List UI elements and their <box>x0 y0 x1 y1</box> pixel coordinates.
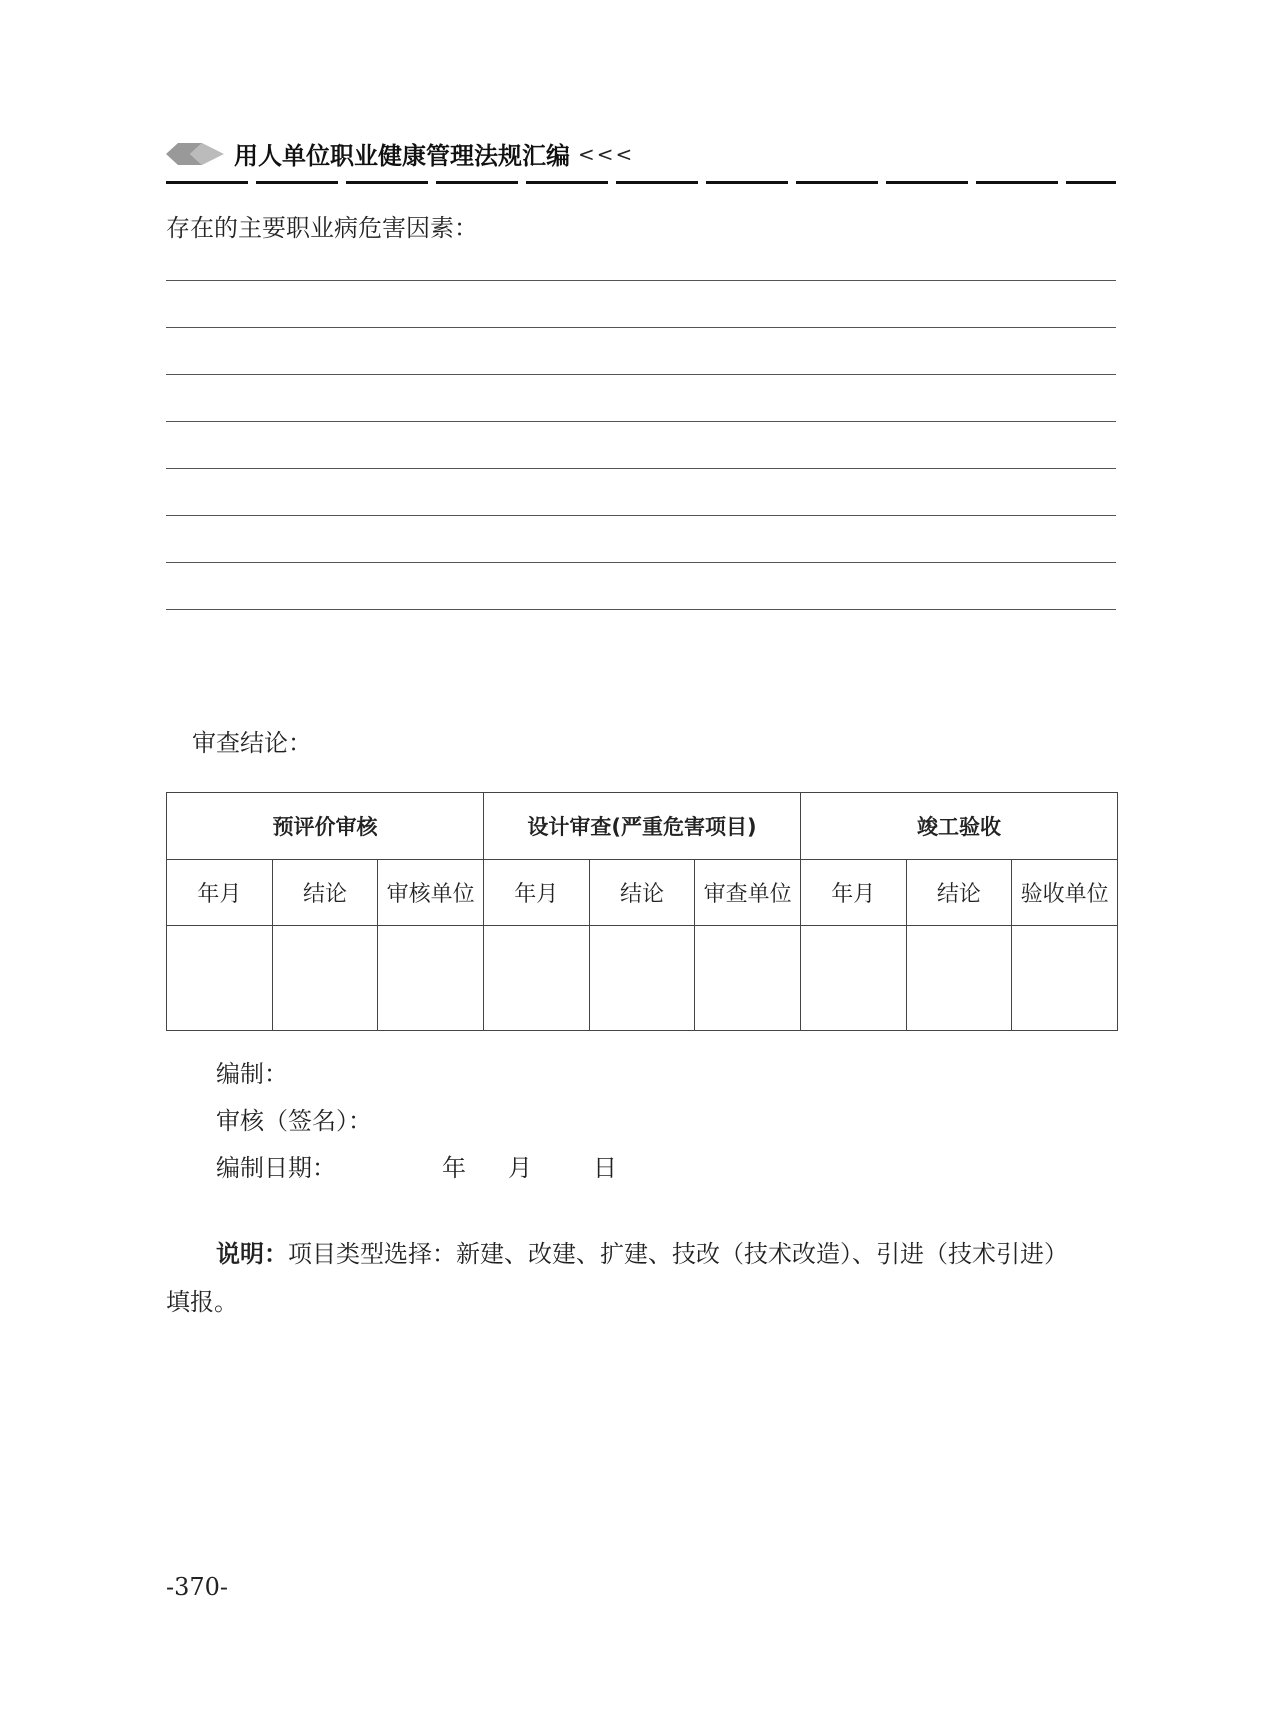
empty-cell <box>906 926 1012 1031</box>
blank-line <box>166 609 1116 610</box>
explanation-note <box>166 1230 1116 1326</box>
compile-date-label: 编制日期： <box>216 1154 336 1182</box>
subheader-cell: 年月 <box>167 860 273 926</box>
empty-cell <box>800 926 906 1031</box>
subheader-cell: 验收单位 <box>1012 860 1118 926</box>
subheader-cell: 审核单位 <box>378 860 484 926</box>
blank-line <box>166 280 1116 281</box>
header-dashed-rule <box>166 181 1116 184</box>
blank-line <box>166 515 1116 516</box>
empty-cell <box>1012 926 1118 1031</box>
blank-line <box>166 562 1116 563</box>
group-completion-acceptance: 竣工验收 <box>800 793 1117 860</box>
review-conclusion-label: 审查结论： <box>192 729 312 757</box>
empty-cell <box>695 926 801 1031</box>
date-day: 日 <box>593 1154 617 1182</box>
running-header <box>166 136 634 171</box>
header-arrows: <<< <box>578 141 635 166</box>
review-table <box>166 792 1118 1031</box>
empty-cell <box>483 926 589 1031</box>
reviewer-signature-label: 审核（签名）： <box>216 1107 372 1135</box>
empty-cell <box>589 926 695 1031</box>
subheader-cell: 年月 <box>483 860 589 926</box>
blank-line <box>166 468 1116 469</box>
table-group-header-row <box>167 793 1118 860</box>
table-subheader-row <box>167 860 1118 926</box>
date-year: 年 <box>442 1154 466 1182</box>
note-text-continued: 填报。 <box>166 1288 238 1316</box>
group-design-review: 设计审查(严重危害项目) <box>483 793 800 860</box>
subheader-cell: 结论 <box>272 860 378 926</box>
table-row <box>167 926 1118 1031</box>
empty-cell <box>167 926 273 1031</box>
blank-line <box>166 327 1116 328</box>
subheader-cell: 结论 <box>906 860 1012 926</box>
hazard-factors-label: 存在的主要职业病危害因素： <box>166 214 478 242</box>
subheader-cell: 结论 <box>589 860 695 926</box>
subheader-cell: 审查单位 <box>695 860 801 926</box>
group-pre-evaluation: 预评价审核 <box>167 793 484 860</box>
empty-cell <box>378 926 484 1031</box>
blank-line <box>166 421 1116 422</box>
compiler-label: 编制： <box>216 1060 288 1088</box>
double-diamond-icon <box>166 143 230 165</box>
note-text: 项目类型选择：新建、改建、扩建、技改（技术改造）、引进（技术引进） <box>288 1240 1068 1268</box>
date-month: 月 <box>508 1154 532 1182</box>
empty-cell <box>272 926 378 1031</box>
blank-line <box>166 374 1116 375</box>
page-number: -370- <box>166 1573 229 1601</box>
note-heading: 说明： <box>216 1239 288 1268</box>
book-title: 用人单位职业健康管理法规汇编 <box>234 142 570 170</box>
subheader-cell: 年月 <box>800 860 906 926</box>
